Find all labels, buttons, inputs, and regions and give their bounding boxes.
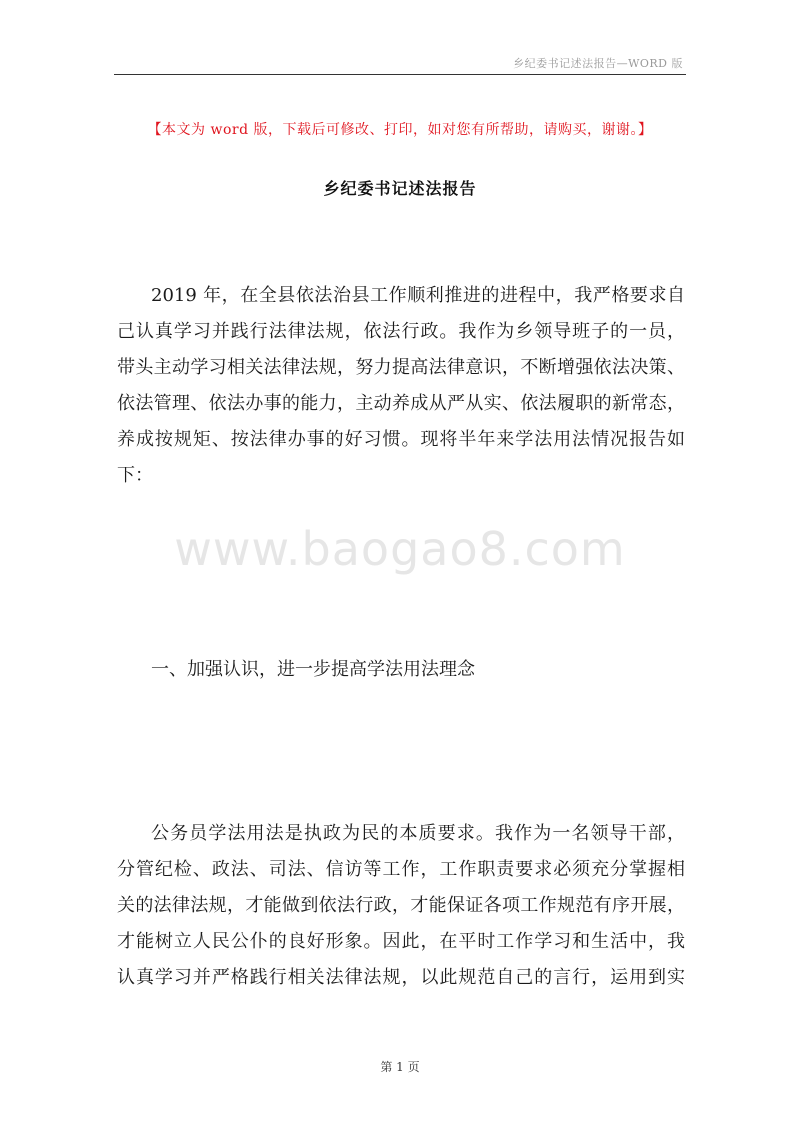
paragraph-line: 养成按规矩、按法律办事的好习惯。现将半年来学法用法情况报告如 — [117, 429, 685, 450]
paragraph-line: 才能树立人民公仆的良好形象。因此，在平时工作学习和生活中，我 — [117, 931, 685, 952]
paragraph-intro — [117, 278, 685, 494]
paragraph-line: 关的法律法规，才能做到依法行政，才能保证各项工作规范有序开展， — [117, 895, 685, 916]
document-title: 乡纪委书记述法报告 — [323, 179, 477, 198]
page-number: 第 1 页 — [380, 1060, 420, 1074]
paragraph-line: 依法管理、依法办事的能力，主动养成从严从实、依法履职的新常态， — [117, 393, 685, 414]
paragraph-line: 分管纪检、政法、司法、信访等工作，工作职责要求必须充分掌握相 — [117, 859, 685, 880]
paragraph-line: 公务员学法用法是执政为民的本质要求。我作为一名领导干部， — [151, 823, 685, 844]
paragraph-line: 2019 年，在全县依法治县工作顺利推进的进程中，我严格要求自 — [151, 285, 685, 306]
watermark: www.baogao8.com — [174, 522, 626, 576]
paragraph-section1 — [117, 816, 685, 996]
section-heading: 一、加强认识，进一步提高学法用法理念 — [151, 659, 475, 680]
paragraph-line: 己认真学习并践行法律法规，依法行政。我作为乡领导班子的一员， — [117, 321, 685, 342]
header-divider — [114, 74, 686, 75]
paragraph-line: 认真学习并严格践行相关法律法规，以此规范自己的言行，运用到实 — [117, 967, 685, 988]
header-title: 乡纪委书记述法报告—WORD 版 — [513, 57, 683, 70]
paragraph-line: 带头主动学习相关法律法规，努力提高法律意识，不断增强依法决策、 — [117, 357, 685, 378]
purchase-notice: 【本文为 word 版，下载后可修改、打印，如对您有所帮助，请购买，谢谢。】 — [147, 122, 653, 138]
paragraph-line: 下： — [117, 465, 153, 486]
